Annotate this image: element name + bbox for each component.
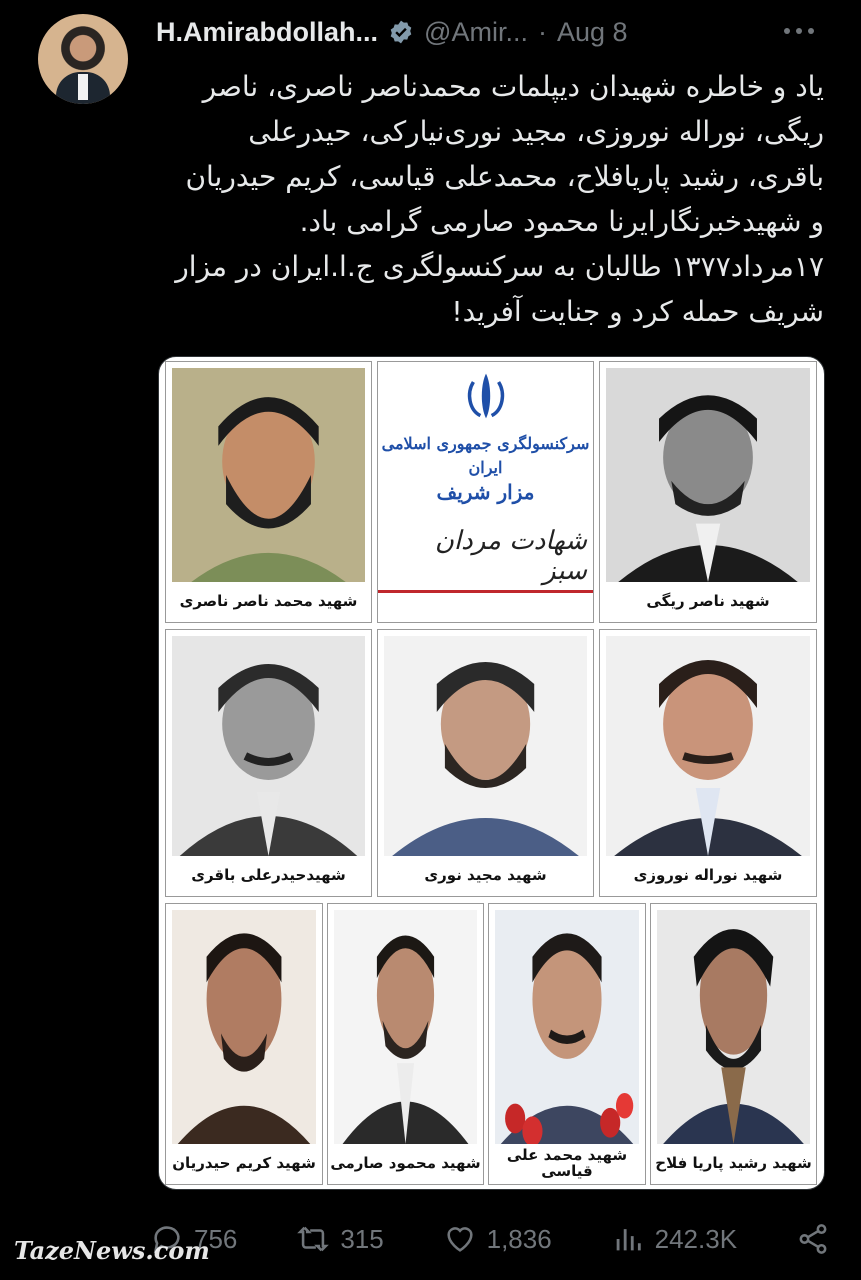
author-name[interactable]: H.Amirabdollah... [156,16,379,47]
martyrs-calligraphy: شهادت مردان سبز [378,526,593,593]
consulate-city: مزار شریف [436,480,535,504]
portrait-caption: شهیدحیدرعلی باقری [191,866,346,884]
tweet-text-line: یاد و خاطره شهیدان دیپلمات محمدناصر ناصری، ناصر [202,70,824,103]
views-icon [611,1222,645,1256]
consulate-logo-card [377,361,594,623]
portrait-caption: شهید کریم حیدریان [172,1154,316,1172]
heart-icon [443,1222,477,1256]
consulate-name: سرکنسولگری جمهوری اسلامی ایران [381,434,590,477]
avatar-shirt [78,74,88,100]
author-handle[interactable]: @Amir... [424,16,528,47]
views-button[interactable] [611,1222,737,1256]
tweet-text-line: و شهیدخبرنگارایرنا محمود صارمی گرامی باد. [299,205,824,238]
portrait-card [650,903,817,1185]
portrait-card [165,903,323,1185]
portrait-caption: شهید محمود صارمی [330,1154,481,1172]
portrait-card [599,361,817,623]
consulate-title [378,432,593,504]
portrait-caption: شهید ناصر ریگی [646,592,770,610]
portrait-photo [606,636,810,856]
portrait-caption: شهید محمد علی قیاسی [506,1146,628,1180]
more-dot [796,28,802,34]
tweet-text-line: شریف حمله کرد و جنایت آفرید! [451,295,824,328]
tweet-media-image[interactable] [158,356,825,1190]
like-count: 1,836 [486,1223,552,1254]
portrait-card [327,903,484,1185]
portrait-card [165,629,372,897]
portrait-card [377,629,594,897]
repost-button[interactable] [296,1222,383,1256]
share-icon [796,1222,830,1256]
portrait-card [488,903,646,1185]
portrait-photo [657,910,810,1144]
portrait-caption: شهید مجید نوری [424,866,547,884]
like-button[interactable] [443,1222,552,1256]
tweet-date[interactable]: Aug 8 [556,16,628,47]
portrait-photo [606,368,810,582]
views-count: 242.3K [654,1223,738,1254]
portrait-caption: شهید محمد ناصر ناصری [179,592,358,610]
tweet-actions-bar [150,1214,830,1264]
more-dot [808,28,814,34]
portrait-caption: شهید نوراله نوروزی [633,866,783,884]
reply-count: 756 [194,1223,238,1254]
portrait-card [599,629,817,897]
portrait-photo [495,910,639,1144]
portrait-photo [172,636,365,856]
portrait-photo [172,368,365,582]
portrait-photo [334,910,477,1144]
tweet-text-line: ۱۷مرداد۱۳۷۷ طالبان به سرکنسولگری ج.ا.ایران در مزار [175,250,824,283]
share-button[interactable] [796,1222,830,1256]
watermark: TazeNews.com [14,1236,210,1265]
more-dot [784,28,790,34]
tweet-header [156,14,628,50]
header-separator: · [537,16,547,47]
portrait-photo [384,636,587,856]
repost-icon [296,1222,330,1256]
more-options-icon[interactable] [784,28,814,34]
portrait-card [165,361,372,623]
verified-badge-icon [388,19,414,45]
tweet-text [150,64,824,334]
iran-emblem-icon [458,368,514,424]
portrait-photo [172,910,316,1144]
author-avatar[interactable] [38,14,128,104]
tweet-text-line: ریگی، نوراله نوروزی، مجید نوری‌نیارکی، حیدرعلی [248,115,824,148]
tweet-text-line: باقری، رشید پاریافلاح، محمدعلی قیاسی، کریم حیدریان [185,160,824,193]
repost-count: 315 [340,1223,384,1254]
portrait-caption: شهید رشید پاریا فلاح [655,1154,812,1172]
